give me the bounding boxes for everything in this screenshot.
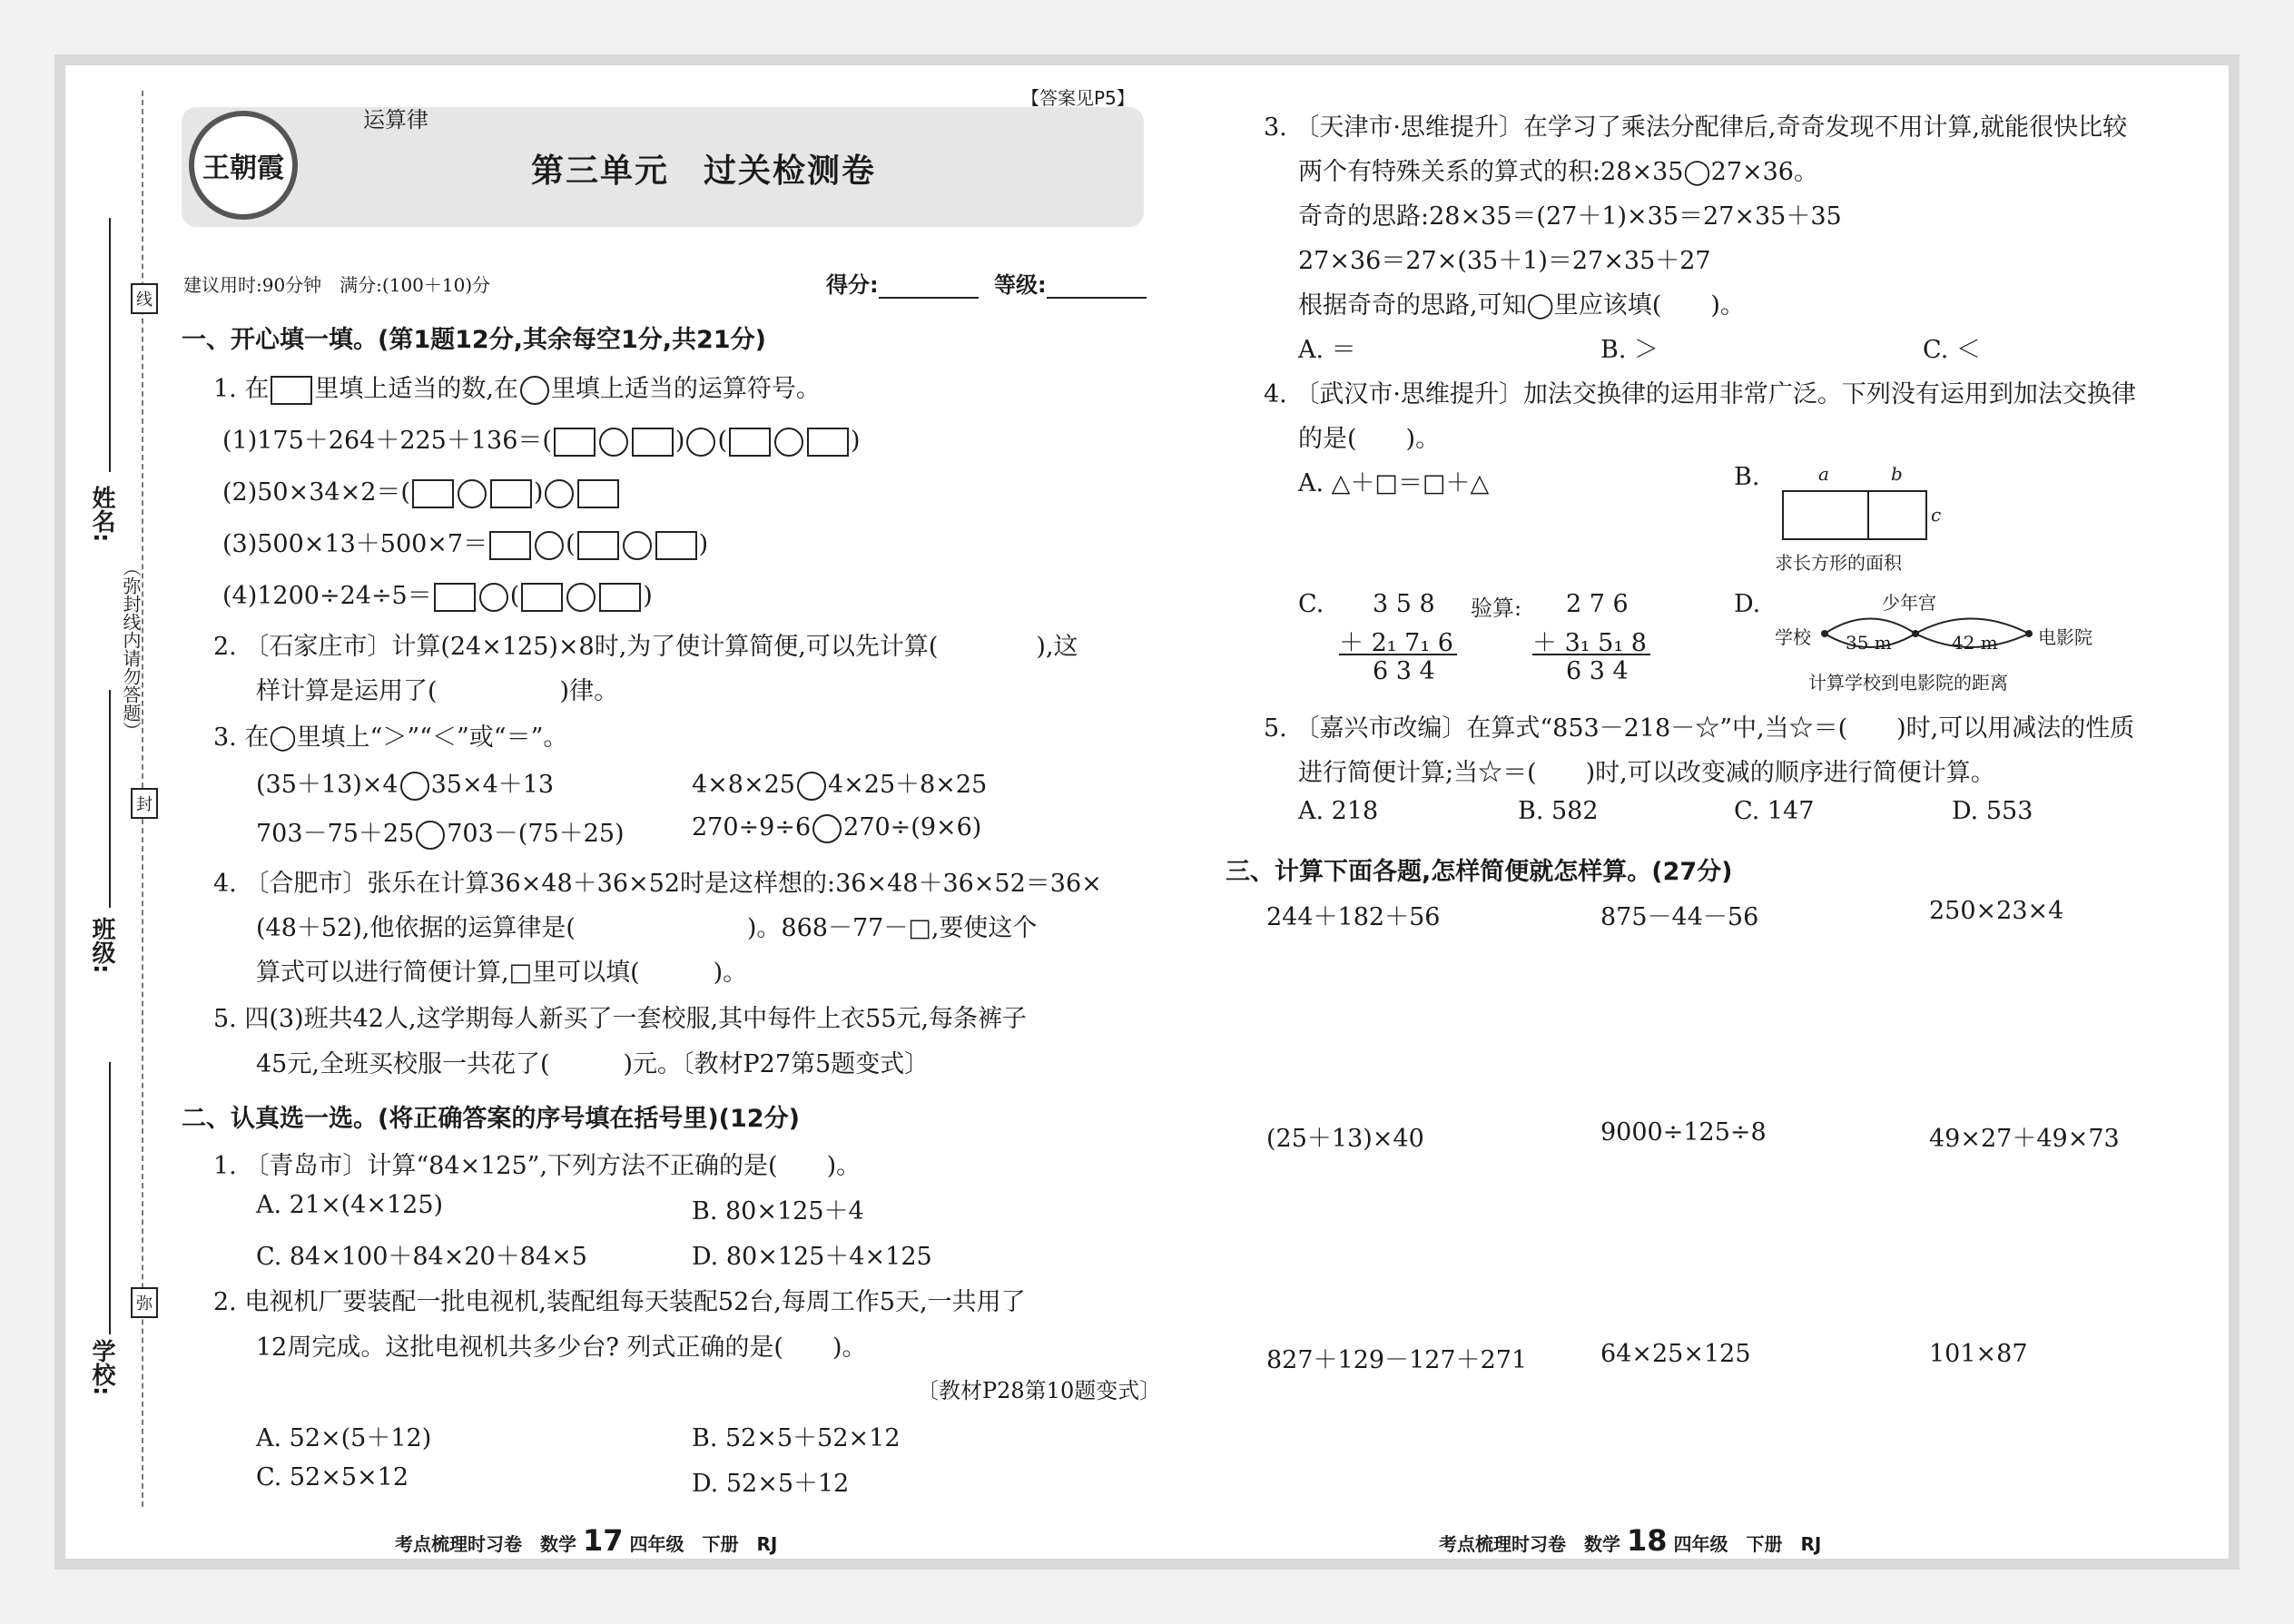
calc-item-8: 64×25×125: [1600, 1340, 1751, 1368]
s2-q5-line2: 进行简便计算;当☆＝( )时,可以改变减的顺序进行简便计算。: [1298, 759, 1995, 787]
s2-q2-line1: 2. 电视机厂要装配一批电视机,装配组每天装配52台,每周工作5天,一共用了: [213, 1288, 1026, 1316]
s1-q1-text-a: 1. 在: [213, 375, 270, 403]
school-label: 学校:: [88, 1339, 115, 1396]
time-score-info: 建议用时:90分钟 满分:(100＋10)分: [183, 274, 491, 296]
s1-q1-1: (1)175＋264＋225＋136＝( ) ( ): [222, 427, 861, 455]
s2-q2-option-a[interactable]: A. 52×(5＋12): [256, 1424, 432, 1452]
answer-box[interactable]: [577, 479, 619, 508]
route-cinema: 电影院: [2038, 626, 2092, 648]
page-number-18: 18: [1626, 1523, 1668, 1558]
check-result: 6 3 4: [1566, 657, 1629, 685]
s2-q5-line1: 5. 〔嘉兴市改编〕在算式“853－218－☆”中,当☆＝( )时,可以用减法的性质: [1264, 714, 2135, 743]
q3b-left: 4×8×25: [692, 771, 795, 799]
answer-box[interactable]: [554, 428, 596, 457]
s1-q1-4-text: (4)1200÷24÷5＝: [222, 582, 432, 610]
s1-q1-1-text: (1)175＋264＋225＋136＝(: [222, 427, 552, 455]
answer-box[interactable]: [599, 583, 641, 612]
check-rule: [1532, 654, 1650, 655]
check-label: 验算:: [1471, 595, 1522, 621]
page-number-17: 17: [582, 1523, 624, 1558]
s1-q3-a: [256, 764, 554, 801]
s2-q2-source: 〔教材P28第10题变式〕: [917, 1378, 1162, 1403]
answer-box[interactable]: [271, 376, 312, 405]
class-line: [109, 690, 111, 908]
calc-item-9: 101×87: [1929, 1340, 2028, 1368]
section2-heading: 二、认真选一选。(将正确答案的序号填在括号里)(12分): [182, 1105, 800, 1133]
check-row2: ＋ 3₁ 5₁ 8: [1532, 629, 1647, 657]
s2-q3-line2: 两个有特殊关系的算式的积:28×35◯27×36。: [1298, 158, 1818, 186]
calc-item-5: 9000÷125÷8: [1600, 1118, 1767, 1147]
s1-q3: 3. 在◯里填上“＞”“＜”或“＝”。: [213, 723, 568, 752]
q3c-right: 703－(75＋25): [447, 820, 625, 848]
addition-result: 6 3 4: [1373, 657, 1435, 685]
section1-heading: 一、开心填一填。(第1题12分,其余每空1分,共21分): [182, 326, 766, 354]
s1-q5-line2: 45元,全班买校服一共花了( )元。〔教材P27第5题变式〕: [256, 1050, 930, 1078]
score-field: [826, 267, 979, 299]
s1-q3-b: [692, 764, 987, 801]
answer-box[interactable]: [521, 583, 563, 612]
route-caption: 计算学校到电影院的距离: [1808, 672, 2008, 694]
s2-q3-line5: 根据奇奇的思路,可知◯里应该填( )。: [1298, 291, 1745, 320]
footer-right: [1439, 1523, 1821, 1558]
score-label: 得分:: [826, 272, 879, 298]
route-node-palace: [1912, 630, 1919, 637]
s2-q1-option-b[interactable]: B. 80×125＋4: [692, 1197, 864, 1225]
answer-circle[interactable]: [458, 479, 487, 508]
s2-q3-option-b[interactable]: B. ＞: [1600, 336, 1659, 364]
s2-q1-option-a[interactable]: A. 21×(4×125): [256, 1191, 444, 1219]
rect-label-c: c: [1931, 504, 1942, 526]
s1-q1-2: (2)50×34×2＝( ): [222, 472, 621, 508]
answer-circle[interactable]: [535, 531, 564, 560]
s2-q1-option-d[interactable]: D. 80×125＋4×125: [692, 1243, 932, 1271]
s1-q1-3: (3)500×13＋500×7＝ ( ): [222, 530, 709, 558]
logo-text: 王朝霞: [202, 153, 284, 184]
s1-q1-text-b: 里填上适当的数,在: [314, 375, 518, 403]
answer-circle[interactable]: [797, 772, 826, 801]
route-distance-1: 35 m: [1846, 632, 1892, 654]
s2-q2-option-b[interactable]: B. 52×5＋52×12: [692, 1424, 901, 1452]
score-blank[interactable]: [879, 275, 979, 299]
answer-box[interactable]: [489, 531, 531, 560]
q3d-left: 270÷9÷6: [692, 813, 812, 842]
answer-box[interactable]: [807, 428, 849, 457]
check-row1: 2 7 6: [1566, 590, 1629, 618]
seal-feng: 封: [131, 788, 158, 819]
s1-q3-c: [256, 813, 625, 850]
school-line: [109, 1062, 111, 1334]
rectangle-divider: [1867, 492, 1869, 538]
answer-circle[interactable]: [566, 583, 596, 612]
answer-circle[interactable]: [520, 376, 549, 405]
q3d-right: 270÷(9×6): [843, 813, 982, 842]
rectangle-figure: [1782, 490, 1927, 540]
s2-q4-option-d[interactable]: D.: [1734, 590, 1761, 618]
footer-right-tail: 四年级 下册 RJ: [1673, 1533, 1822, 1555]
seal-mi: 弥: [131, 1287, 158, 1318]
s1-q2-line1: 2. 〔石家庄市〕计算(24×125)×8时,为了使计算简便,可以先计算( ),这: [213, 633, 1078, 661]
calc-item-1: 244＋182＋56: [1266, 903, 1441, 931]
s1-q1: [213, 369, 821, 405]
s2-q4-line2: 的是( )。: [1298, 425, 1441, 453]
grade-label: 等级:: [994, 272, 1047, 298]
answer-box[interactable]: [577, 531, 619, 560]
s1-q4-line3: 算式可以进行简便计算,□里可以填( )。: [256, 959, 748, 987]
answer-circle[interactable]: [812, 814, 842, 843]
answer-circle[interactable]: [400, 772, 429, 801]
s2-q3-line3: 奇奇的思路:28×35＝(27＋1)×35＝27×35＋35: [1298, 202, 1842, 231]
answer-circle[interactable]: [416, 821, 445, 850]
route-node-cinema: [2025, 630, 2033, 637]
s2-q2-option-d[interactable]: D. 52×5＋12: [692, 1470, 850, 1498]
answer-circle[interactable]: [599, 428, 628, 457]
section3-heading: 三、计算下面各题,怎样简便就怎样算。(27分): [1226, 858, 1733, 886]
answer-circle[interactable]: [686, 428, 715, 457]
s1-q1-2-text: (2)50×34×2＝(: [222, 478, 410, 507]
q3c-left: 703－75＋25: [256, 820, 415, 848]
answer-box[interactable]: [655, 531, 697, 560]
s2-q4-option-a[interactable]: A. △＋□＝□＋△: [1298, 469, 1490, 497]
q3a-right: 35×4＋13: [430, 771, 555, 799]
route-school: 学校: [1775, 626, 1811, 648]
q3a-left: (35＋13)×4: [256, 771, 399, 799]
s2-q5-option-c[interactable]: C. 147: [1734, 797, 1815, 825]
brand-logo: [189, 111, 298, 220]
footer-left-text: 考点梳理时习卷 数学: [395, 1533, 576, 1555]
calc-item-2: 875－44－56: [1600, 903, 1759, 931]
answer-reference: 【答案见P5】: [1021, 87, 1135, 109]
grade-blank[interactable]: [1047, 275, 1147, 299]
grade-field: [994, 267, 1147, 299]
answer-box[interactable]: [632, 428, 674, 457]
calc-item-7: 827＋129－127＋271: [1266, 1346, 1528, 1374]
rect-label-b: b: [1891, 463, 1903, 485]
s1-q1-text-c: 里填上适当的运算符号。: [550, 375, 821, 403]
footer-left: [395, 1523, 777, 1558]
addition-rule: [1339, 654, 1457, 655]
calc-item-6: 49×27＋49×73: [1929, 1125, 2120, 1153]
answer-box[interactable]: [490, 479, 532, 508]
footer-right-text: 考点梳理时习卷 数学: [1439, 1533, 1620, 1555]
s1-q4-line1: 4. 〔合肥市〕张乐在计算36×48＋36×52时是这样想的:36×48＋36×52＝36×: [213, 870, 1102, 898]
unit-tag: 运算律: [363, 107, 428, 133]
name-line: [109, 218, 111, 472]
answer-circle[interactable]: [623, 531, 652, 560]
s2-q1: 1. 〔青岛市〕计算“84×125”,下列方法不正确的是( )。: [213, 1152, 861, 1180]
s1-q1-4: (4)1200÷24÷5＝ ( ): [222, 582, 653, 610]
s1-q1-3-text: (3)500×13＋500×7＝: [222, 530, 488, 558]
s2-q5-option-a[interactable]: A. 218: [1298, 797, 1379, 825]
s2-q4-option-c[interactable]: C.: [1298, 590, 1324, 618]
s1-q3-d: [692, 813, 981, 843]
s2-q2-option-c[interactable]: C. 52×5×12: [256, 1463, 409, 1491]
s2-q4-line1: 4. 〔武汉市·思维提升〕加法交换律的运用非常广泛。下列没有运用到加法交换律: [1264, 380, 2136, 408]
footer-left-tail: 四年级 下册 RJ: [629, 1533, 778, 1555]
s2-q3-line1: 3. 〔天津市·思维提升〕在学习了乘法分配律后,奇奇发现不用计算,就能很快比较: [1264, 113, 2128, 142]
answer-box[interactable]: [729, 428, 771, 457]
rect-caption: 求长方形的面积: [1775, 552, 1902, 574]
s2-q3-line4: 27×36＝27×(35＋1)＝27×35＋27: [1298, 247, 1711, 275]
binding-note: （弥封线内请勿答题）: [120, 558, 142, 740]
rect-label-a: a: [1818, 463, 1829, 485]
answer-circle[interactable]: [774, 428, 803, 457]
answer-box[interactable]: [412, 479, 454, 508]
q3b-right: 4×25＋8×25: [827, 771, 988, 799]
calc-item-4: (25＋13)×40: [1266, 1125, 1424, 1153]
route-distance-2: 42 m: [1952, 632, 1998, 654]
calc-item-3: 250×23×4: [1929, 897, 2064, 925]
s2-q3-option-c[interactable]: C. ＜: [1923, 336, 1981, 364]
addition-row2: ＋ 2₁ 7₁ 6: [1339, 629, 1453, 657]
s2-q5-option-d[interactable]: D. 553: [1952, 797, 2033, 825]
answer-box[interactable]: [434, 583, 476, 612]
s2-q4-option-b[interactable]: B.: [1734, 463, 1760, 491]
s2-q1-option-c[interactable]: C. 84×100＋84×20＋84×5: [256, 1243, 587, 1271]
name-label: 姓名:: [88, 486, 115, 543]
s2-q5-option-b[interactable]: B. 582: [1518, 797, 1599, 825]
route-node-school: [1821, 630, 1828, 637]
class-label: 班级:: [88, 917, 115, 974]
answer-circle[interactable]: [479, 583, 508, 612]
s1-q4-line2: (48＋52),他依据的运算律是( )。868－77－□,要使这个: [256, 914, 1038, 942]
page-title: 第三单元 过关检测卷: [531, 153, 877, 190]
s2-q2-line2: 12周完成。这批电视机共多少台? 列式正确的是( )。: [256, 1334, 867, 1362]
seal-xian: 线: [131, 283, 158, 314]
s2-q3-option-a[interactable]: A. ＝: [1298, 336, 1356, 364]
s1-q5-line1: 5. 四(3)班共42人,这学期每人新买了一套校服,其中每件上衣55元,每条裤子: [213, 1005, 1028, 1033]
answer-circle[interactable]: [545, 479, 574, 508]
addition-row1: 3 5 8: [1373, 590, 1435, 618]
route-youth-palace: 少年宫: [1882, 592, 1936, 614]
s1-q2-line2: 样计算是运用了( )律。: [256, 677, 619, 705]
